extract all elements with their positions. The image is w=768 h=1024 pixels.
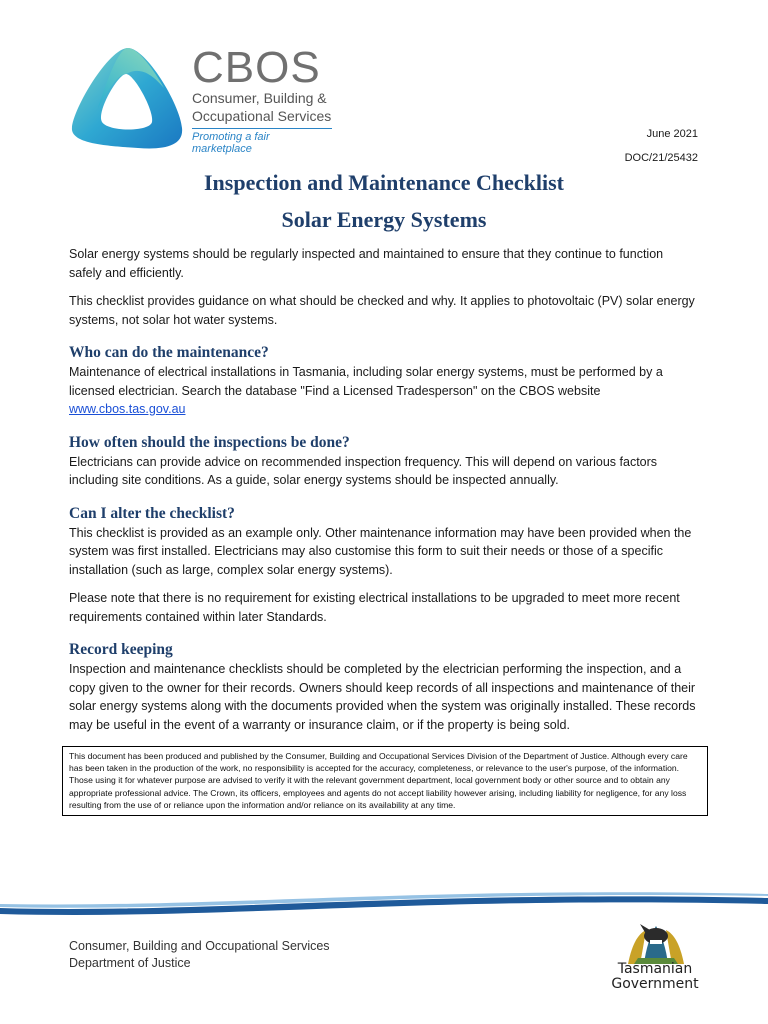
logo-wordmark: CBOS: [192, 43, 321, 92]
document-meta: [625, 122, 698, 170]
cbos-logo-icon: [68, 44, 186, 152]
cbos-logo-text: [192, 43, 332, 155]
section-paragraph-who: [69, 363, 699, 419]
section-paragraph-alter-1: This checklist is provided as an example only. Other maintenance information may have been provided when the system was first installed. Electricians may also customise this form to suit their needs or those of a specific installation (such as large, complex solar energy systems).: [69, 525, 692, 577]
section-heading-who: Who can do the maintenance?: [69, 344, 269, 361]
logo-subtitle-line2: Occupational Services: [192, 108, 332, 124]
section-paragraph-how-often: Electricians can provide advice on recommended inspection frequency. This will depend on various factors including site conditions. As a guide, solar energy systems should be inspected annually.: [69, 454, 658, 487]
disclaimer-box: This document has been produced and published by the Consumer, Building and Occupational Services Division of the Department of Justice. Although every care has been taken in the production of the work, no responsibility is accepted for the accuracy, completeness, or relevance to the user's purpose, of the information. Those using it for whatever purpose are advised to verify it with the relevant government department, local government body or other source and to obtain any appropriate professional advice. The Crown, its officers, employees and agents do not accept liability however arising, including liability for negligence, for any loss resulting from the use of or reliance upon the information and/or reliance on its availability at any time.: [62, 746, 708, 816]
section-paragraph-alter-2: Please note that there is no requirement for existing electrical installations to be upgraded to meet more recent requirements contained within later Standards.: [69, 591, 680, 624]
page-title: Inspection and Maintenance Checklist: [204, 170, 564, 195]
document-body: [69, 245, 699, 744]
intro-paragraph-2: This checklist provides guidance on what should be checked and why. It applies to photovoltaic (PV) solar energy systems, not solar hot water systems.: [69, 294, 695, 327]
tasmanian-government-wordmark: [600, 962, 710, 992]
logo-subtitle-line1: Consumer, Building &: [192, 90, 327, 106]
footer-organisation: [69, 938, 330, 972]
footer-org-line2: Department of Justice: [69, 956, 191, 970]
section-paragraph-records: Inspection and maintenance checklists should be completed by the electrician performing the inspection, and a copy given to the owner for their records. Owners should keep records of all inspections and maintenance of their solar energy systems along with the documents provided when the system was originally installed. These records may be useful in the event of a warranty or insurance claim, or if the property is being sold.: [69, 662, 696, 732]
section-heading-alter: Can I alter the checklist?: [69, 504, 235, 522]
logo-tagline: Promoting a fair marketplace: [192, 128, 332, 155]
section-heading-how-often: How often should the inspections be done?: [69, 433, 350, 451]
cbos-website-link[interactable]: www.cbos.tas.gov.au: [69, 402, 186, 416]
gov-line1: Tasmanian: [617, 961, 693, 977]
document-reference: DOC/21/25432: [624, 152, 698, 164]
document-date: June 2021: [646, 128, 698, 140]
tasmanian-government-crest-icon: [624, 914, 688, 968]
intro-paragraph-1: Solar energy systems should be regularly inspected and maintained to ensure that they continue to function safely and efficiently.: [69, 247, 664, 280]
page-subtitle: Solar Energy Systems: [281, 207, 487, 232]
footer-org-line1: Consumer, Building and Occupational Services: [69, 939, 330, 953]
section-heading-records: Record keeping: [69, 641, 173, 658]
who-text: Maintenance of electrical installations in Tasmania, including solar energy systems, must be performed by a licensed electrician. Search the database "Find a Licensed Tradesperson" on the CBOS website: [69, 365, 663, 398]
gov-line2: Government: [611, 976, 699, 992]
